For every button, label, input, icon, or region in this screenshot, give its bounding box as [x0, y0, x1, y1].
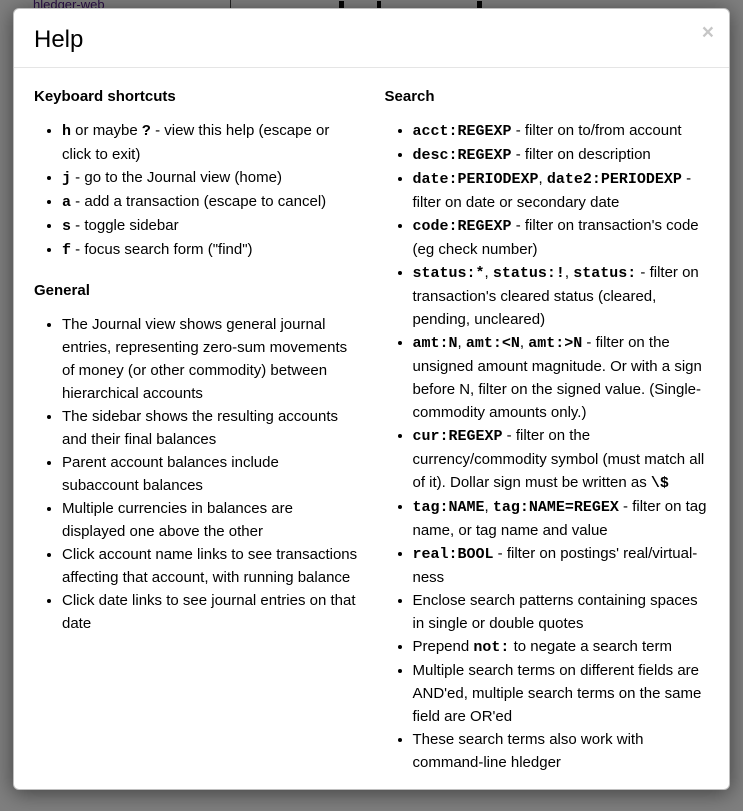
close-icon[interactable]: ×: [701, 21, 714, 44]
list-item: • f - focus search form ("find"): [62, 238, 359, 262]
code-term: status:!: [492, 265, 565, 282]
list-item: • status:*, status:!, status: - filter on transaction's cleared status (cleared, pending, uncleared): [413, 261, 710, 331]
code-term: acct:REGEXP: [412, 123, 512, 140]
list-item: • Enclose search patterns containing spaces in single or double quotes: [413, 589, 710, 635]
code-term: ?: [141, 123, 151, 140]
list-item: • Click date links to see journal entries on that date: [62, 589, 359, 635]
list-item: • code:REGEXP - filter on transaction's code (eg check number): [413, 214, 710, 261]
code-term: \$: [650, 475, 669, 492]
code-term: s: [62, 218, 72, 235]
list-item: • desc:REGEXP - filter on description: [413, 143, 710, 167]
list-item: • j - go to the Journal view (home): [62, 166, 359, 190]
list-item: • The sidebar shows the resulting accounts and their final balances: [62, 405, 359, 451]
help-column-right: [385, 68, 710, 788]
code-term: code:REGEXP: [412, 218, 512, 235]
code-term: a: [62, 194, 72, 211]
list-item: • Prepend not: to negate a search term: [413, 635, 710, 659]
modal-header: [14, 9, 729, 68]
help-modal: [13, 8, 730, 790]
code-term: date:PERIODEXP: [412, 171, 539, 188]
code-term: date2:PERIODEXP: [546, 171, 682, 188]
code-term: cur:REGEXP: [412, 428, 503, 445]
code-term: amt:N: [412, 335, 458, 352]
code-term: tag:NAME=REGEX: [492, 499, 619, 516]
list-item: • Multiple currencies in balances are displayed one above the other: [62, 497, 359, 543]
code-term: f: [62, 242, 72, 259]
code-term: real:BOOL: [412, 546, 494, 563]
list-item: • real:BOOL - filter on postings' real/virtual-ness: [413, 542, 710, 589]
list-item: • These search terms also work with command-line hledger: [413, 728, 710, 774]
code-term: status:: [573, 265, 637, 282]
list-item: • s - toggle sidebar: [62, 214, 359, 238]
list-item: • The Journal view shows general journal entries, representing zero-sum movements of money (or other commodity) between hierarchical accounts: [62, 313, 359, 405]
section-heading-search: Search: [384, 88, 435, 105]
code-term: amt:>N: [528, 335, 583, 352]
section-heading-general: General: [34, 282, 90, 299]
code-term: desc:REGEXP: [412, 147, 512, 164]
help-list-keyboard-shortcuts: [34, 119, 359, 262]
help-list-general: [34, 313, 359, 635]
list-item: • h or maybe ? - view this help (escape or click to exit): [62, 119, 359, 166]
list-item: • amt:N, amt:<N, amt:>N - filter on the unsigned amount magnitude. Or with a sign before N, filter on the signed value. (Single-commodity amounts only.): [413, 331, 710, 424]
section-heading-keyboard-shortcuts: Keyboard shortcuts: [34, 88, 176, 105]
code-term: tag:NAME: [412, 499, 485, 516]
help-column-left: [34, 68, 359, 788]
modal-body: [14, 68, 729, 808]
list-item: • Click account name links to see transactions affecting that account, with running balance: [62, 543, 359, 589]
list-item: • Parent account balances include subaccount balances: [62, 451, 359, 497]
code-term: not:: [473, 639, 510, 656]
list-item: • a - add a transaction (escape to cancel): [62, 190, 359, 214]
list-item: • cur:REGEXP - filter on the currency/commodity symbol (must match all of it). Dollar sign must be written as \$: [413, 424, 710, 495]
list-item: • Multiple search terms on different fields are AND'ed, multiple search terms on the same field are OR'ed: [413, 659, 710, 728]
modal-title: Help: [34, 26, 84, 53]
list-item: • tag:NAME, tag:NAME=REGEX - filter on tag name, or tag name and value: [413, 495, 710, 542]
code-term: amt:<N: [465, 335, 520, 352]
code-term: h: [62, 123, 72, 140]
code-term: status:*: [412, 265, 485, 282]
list-item: • acct:REGEXP - filter on to/from account: [413, 119, 710, 143]
help-list-search: [385, 119, 710, 774]
code-term: j: [62, 170, 72, 187]
list-item: • date:PERIODEXP, date2:PERIODEXP - filter on date or secondary date: [413, 167, 710, 214]
